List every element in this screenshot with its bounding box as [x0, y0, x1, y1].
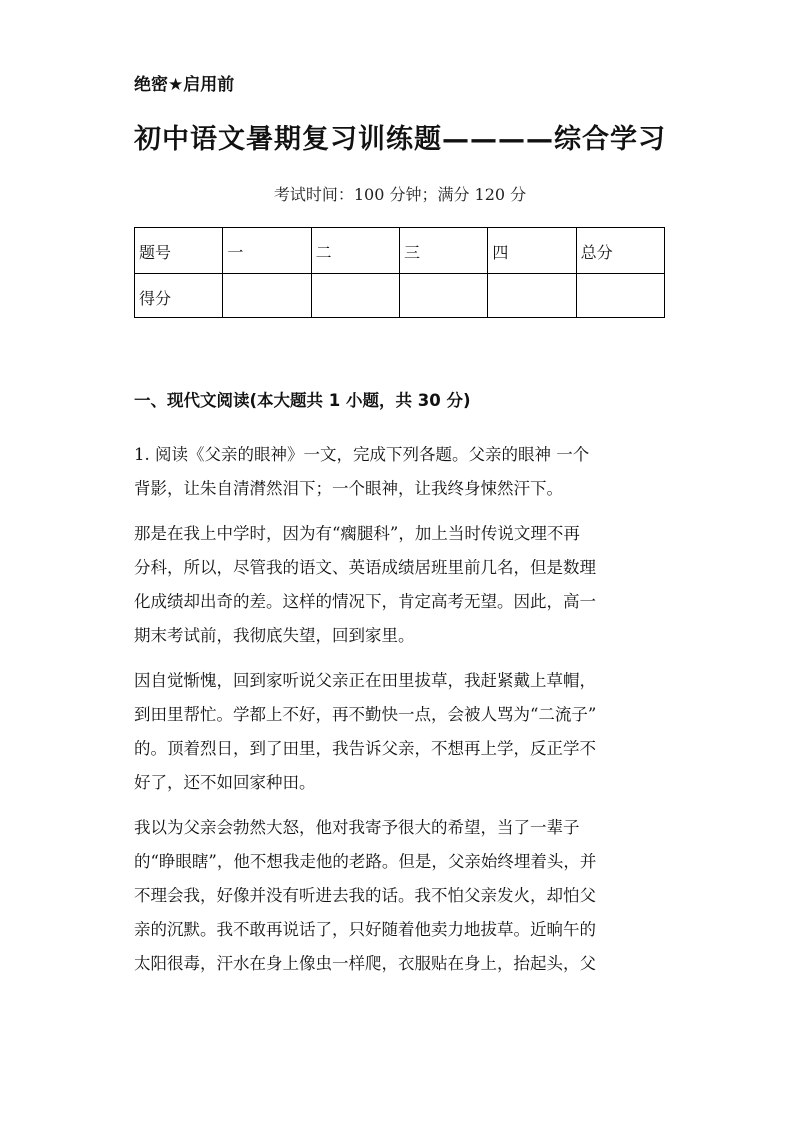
text-line: 太阳很毒，汗水在身上像虫一样爬，衣服贴在身上，抬起头，父 [134, 954, 596, 973]
text-line: 背影，让朱自清潸然泪下；一个眼神，让我终身悚然汗下。 [134, 479, 563, 498]
text-line: 期末考试前，我彻底失望，回到家里。 [134, 626, 415, 645]
text-line: 好了，还不如回家种田。 [134, 773, 316, 792]
text-line: 亲的沉默。我不敢再说话了，只好随着他卖力地拔草。近晌午的 [134, 920, 596, 939]
text-line: 不理会我，好像并没有听进去我的话。我不怕父亲发火，却怕父 [134, 886, 596, 905]
reading-passage [134, 438, 666, 992]
score-input-cell[interactable] [488, 274, 576, 318]
paragraph [134, 811, 666, 981]
score-input-cell[interactable] [223, 274, 311, 318]
paragraph [134, 664, 666, 800]
table-cell: 三 [399, 228, 487, 274]
score-table [134, 227, 665, 318]
table-row-header [135, 228, 665, 274]
page-title: 初中语文暑期复习训练题————综合学习 [134, 124, 666, 155]
table-cell: 二 [311, 228, 399, 274]
table-row-score [135, 274, 665, 318]
text-line: 的“睁眼瞎”，他不想我走他的老路。但是，父亲始终埋着头，并 [134, 852, 597, 871]
table-cell: 一 [223, 228, 311, 274]
table-cell: 总分 [576, 228, 664, 274]
text-line: 到田里帮忙。学都上不好，再不勤快一点，会被人骂为“二流子” [134, 705, 597, 724]
exam-info: 考试时间：100 分钟；满分 120 分 [273, 185, 527, 204]
section-heading: 一、现代文阅读(本大题共 1 小题，共 30 分) [134, 391, 471, 410]
text-line: 我以为父亲会勃然大怒，他对我寄予很大的希望，当了一辈子 [134, 818, 580, 837]
score-input-cell[interactable] [311, 274, 399, 318]
text-line: 分科，所以，尽管我的语文、英语成绩居班里前几名，但是数理 [134, 558, 596, 577]
text-line: 因自觉惭愧，回到家听说父亲正在田里拔草，我赶紧戴上草帽， [134, 671, 596, 690]
text-line: 那是在我上中学时，因为有“瘸腿科”，加上当时传说文理不再 [134, 524, 580, 543]
score-input-cell[interactable] [399, 274, 487, 318]
table-cell: 得分 [135, 274, 223, 318]
score-input-cell[interactable] [576, 274, 664, 318]
text-line: 的。顶着烈日，到了田里，我告诉父亲，不想再上学，反正学不 [134, 739, 596, 758]
paragraph [134, 517, 666, 653]
paragraph [134, 438, 666, 506]
text-line: 化成绩却出奇的差。这样的情况下，肯定高考无望。因此，高一 [134, 592, 596, 611]
secret-label: 绝密★启用前 [134, 75, 235, 95]
table-cell: 题号 [135, 228, 223, 274]
text-line: 1. 阅读《父亲的眼神》一文，完成下列各题。父亲的眼神 一个 [134, 445, 590, 464]
table-cell: 四 [488, 228, 576, 274]
